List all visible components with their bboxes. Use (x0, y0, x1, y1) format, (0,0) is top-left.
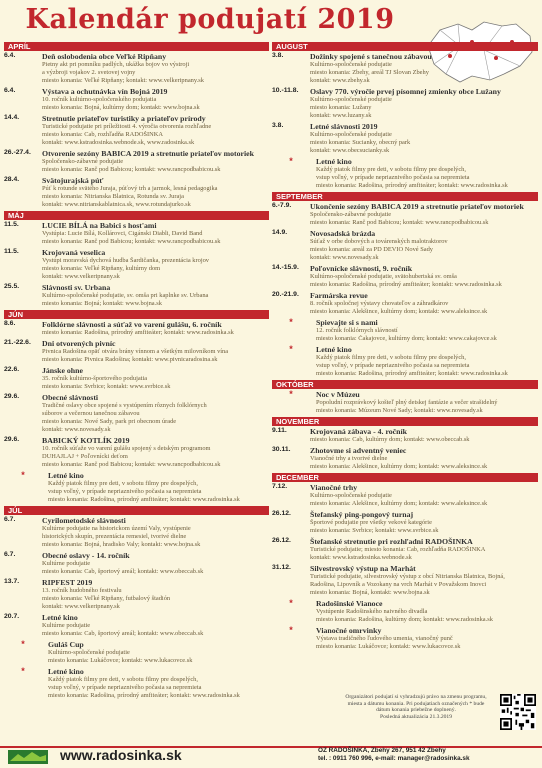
event-detail[interactable]: miesto konania: Ranč pod Babicou; kontakt: www.rancpodbabicou.sk (310, 219, 489, 226)
event-date: 11.5. (4, 248, 19, 255)
event-detail: miesto konania: Sucianky, obecný park (310, 139, 411, 146)
event-date: 6.4. (4, 52, 16, 59)
event-item (4, 283, 269, 308)
footnote-line: miesta a dátumu konania. Pri podujatiach označených * bude (347, 700, 485, 707)
event-detail: 35. ročník kultúrno-športového podujatia (42, 375, 148, 382)
event-item (4, 613, 269, 638)
event-detail: Kultúrno-spoločenské podujatie (48, 649, 130, 656)
event-detail[interactable]: kontakt: www.novesady.sk (42, 426, 111, 433)
event-detail: Turistické podujatie, silvestrovský výstup z obcí Nitrianska Blatnica, Bojná, (310, 573, 505, 580)
event-date: * (21, 639, 25, 649)
event-item (4, 667, 269, 700)
event-detail: miesto konania: Veľké Ripňany, kultúrny dom (42, 265, 161, 272)
event-detail[interactable]: miesto konania: Veľké Ripňany; kontakt: www.velkeripnany.sk (42, 77, 204, 84)
event-detail[interactable]: miesto konania: Radošina, prírodný amfiteáter; kontakt: www.radosinka.sk (48, 496, 240, 503)
month-header: OKTÓBER (272, 380, 538, 389)
event-name: Folklórne slávnosti a súťaž vo varení gulášu, 6. ročník (42, 320, 222, 329)
event-name: Letné kino (316, 345, 352, 354)
event-date: 26.12. (272, 510, 291, 517)
event-item (4, 320, 269, 337)
event-name: Deň oslobodenia obce Veľké Ripňany (42, 52, 167, 61)
event-date: 3.8. (272, 52, 284, 59)
left-column (4, 42, 269, 746)
event-name: Novosadská brázda (310, 229, 376, 238)
event-item (4, 551, 269, 576)
event-date: 3.8. (272, 122, 284, 129)
event-detail: 12. ročník folklórnych slávností (316, 327, 398, 334)
event-name: Letné kino (48, 471, 84, 480)
event-date: * (289, 344, 293, 354)
event-detail[interactable]: miesto konania: Ranč pod Babicou; kontakt: www.rancpodbabicou.sk (42, 166, 221, 173)
event-date: 21.-22.6. (4, 339, 31, 346)
event-date: * (21, 666, 25, 676)
event-date: * (21, 470, 25, 480)
event-name: Vianočné omrvinky (316, 626, 382, 635)
event-item (4, 471, 269, 504)
event-detail: Kultúrno-spoločenské podujatie, svätohubertská sv. omša (310, 273, 457, 280)
event-detail: Vianočné trhy a tvorivé dielne (310, 455, 388, 462)
event-detail[interactable]: miesto konania: Alekšince, kultúrny dom; kontakt: www.aleksince.sk (310, 500, 488, 507)
event-detail[interactable]: kontakt: www.obecsucianky.sk (310, 147, 390, 154)
event-item (272, 52, 538, 85)
event-detail: Každý piatok filmy pre deti, v sobotu filmy pre dospelých, (316, 354, 466, 361)
event-detail[interactable]: miesto konania: Alekšince, kultúrny dom; kontakt: www.aleksince.sk (310, 463, 488, 470)
footnote-line: Posledná aktualizácia 21.3.2019 (379, 713, 453, 720)
event-date: 20.-21.9. (272, 291, 299, 298)
event-detail: Každý piatok filmy pre deti, v sobotu filmy pre dospelých, (48, 480, 198, 487)
event-detail[interactable]: miesto konania: Alekšince, kultúrny dom; kontakt: www.aleksince.sk (310, 308, 488, 315)
event-name: Vianočné trhy (310, 483, 358, 492)
event-date: 6.7. (4, 516, 16, 523)
event-detail: Turistické podujatie; miesto konania: Cab, rozhľadňa RADOŠINKA (310, 546, 486, 553)
event-item (4, 436, 269, 469)
event-name: Spievajte si s nami (316, 318, 378, 327)
event-date: 10.-11.8. (272, 87, 299, 94)
page-title: Kalendár podujatí 2019 (25, 4, 395, 35)
event-name: Štefanské stretnutie pri rozhľadni RADOŠINKA (310, 537, 473, 546)
event-date: 26.12. (272, 537, 291, 544)
event-detail: Kultúrno-spoločenské podujatie (310, 492, 392, 499)
event-item (4, 640, 269, 665)
event-detail: 10. ročník súťaže vo varení gulášu spojený s detským programom (42, 445, 211, 452)
event-name: BABICKÝ KOTLÍK 2019 (42, 436, 130, 445)
event-name: Otvorenie sezóny BABICA 2019 a stretnutie priateľov motoriek (42, 149, 254, 158)
month-header: AUGUST (272, 42, 538, 51)
event-item (4, 149, 269, 174)
event-detail: Vystúpia: Lucie Bílá, Kollárovci, Cigánski Diabli, David Band (42, 230, 203, 237)
event-date: 29.6. (4, 393, 20, 400)
event-name: Letné slávnosti 2019 (310, 122, 378, 131)
event-date: 20.7. (4, 613, 20, 620)
event-detail[interactable]: miesto konania: Bojná; kontakt: www.bojna.sk (42, 300, 162, 307)
event-item (272, 345, 538, 378)
event-detail: a výzbroji vojakov 2. svetovej vojny (42, 69, 136, 76)
event-date: 14.9. (272, 229, 288, 236)
event-name: Výstava a ochutnávka vín Bojná 2019 (42, 87, 168, 96)
event-name: Jánske ohne (42, 366, 83, 375)
right-column (272, 42, 538, 746)
event-detail: Radošina, Lipovník a Vozokany na vrch Marhát v Považskom Inovci (310, 581, 487, 588)
event-item (272, 229, 538, 262)
event-item (272, 291, 538, 316)
event-item (272, 318, 538, 343)
event-detail[interactable]: miesto konania: Lukáčovce; kontakt: www.lukacovce.sk (48, 657, 193, 664)
event-detail[interactable]: kontakt: www.kstradosinka.webnode.sk (310, 554, 412, 561)
event-detail: Kultúrno-spoločenské podujatie, sv. omša pri kaplnke sv. Urbana (42, 292, 209, 299)
event-name: Oslavy 770. výročie prvej písomnej zmienky obce Lužany (310, 87, 501, 96)
footnote-line: dátum konania priebežne doplnený. (376, 707, 456, 714)
event-detail: miesto konania: Veľké Ripňany, futbalový štadión (42, 595, 171, 602)
event-detail[interactable]: miesto konania: Radošina, prírodný amfiteáter; kontakt: www.radosinka.sk (316, 370, 508, 377)
event-detail[interactable]: kontakt: www.kstradosinka.webnode.sk, www.radosinka.sk (42, 139, 195, 146)
event-date: 6.-7.9. (272, 202, 292, 209)
event-detail[interactable]: miesto konania: Svrbice; kontakt: www.svrbice.sk (310, 527, 439, 534)
event-date: * (289, 156, 293, 166)
event-detail[interactable]: miesto konania: Bojná, kultúrny dom; kontakt: www.bojna.sk (42, 104, 200, 111)
radosinka-logo-icon (8, 750, 48, 764)
event-detail: miesto konania: Nitrianska Blatnica, Rotunda sv. Juraja (42, 193, 184, 200)
event-item (272, 483, 538, 508)
event-name: Ukončenie sezóny BABICA 2019 a stretnutie priateľov motoriek (310, 202, 524, 211)
event-item (4, 578, 269, 611)
event-detail: Turistické podujatie pri príležitosti 4. výročia otvorenia rozhľadne (42, 123, 212, 130)
event-detail: miesto konania: Cab, rozhľadňa RADOŠINKA (42, 131, 163, 138)
event-name: LUCIE BÍLÁ na Babici s host'ami (42, 221, 157, 230)
event-name: Guláš Cup (48, 640, 84, 649)
month-header: NOVEMBER (272, 417, 538, 426)
footnote-line: Organizátori podujatí si vyhradzujú právo na zmenu programu, (345, 694, 487, 700)
event-date: * (289, 317, 293, 327)
event-detail: 8. ročník spoločnej výstavy chovateľov a záhradkárov (310, 300, 449, 307)
event-name: Štefanský ping-pongový turnaj (310, 510, 414, 519)
event-date: 14.-15.9. (272, 264, 299, 271)
event-date: 31.12. (272, 564, 291, 571)
event-name: RIPFEST 2019 (42, 578, 93, 587)
event-item (272, 626, 538, 651)
event-detail: Kultúrno-spoločenské podujatie (310, 131, 392, 138)
event-name: Slávnosti sv. Urbana (42, 283, 111, 292)
event-name: Farmárska revue (310, 291, 368, 300)
event-detail: Kultúrno-spoločenské podujatie (310, 61, 392, 68)
event-detail: 10. ročník kultúrno-spoločenského podujatia (42, 96, 157, 103)
event-item (4, 176, 269, 209)
event-detail[interactable]: miesto konania: Cab, kultúrny dom; kontakt: www.obeccab.sk (310, 436, 470, 443)
event-detail[interactable]: miesto konania: Radošina, prírodný amfiteáter; kontakt: www.radosinka.sk (316, 182, 508, 189)
event-item (272, 122, 538, 155)
event-item (272, 537, 538, 562)
event-name: Noc v Múzeu (316, 390, 360, 399)
event-detail: miesto konania: Zbehy, areál TJ Slovan Zbehy (310, 69, 429, 76)
event-date: 29.6. (4, 436, 20, 443)
event-item (4, 248, 269, 281)
event-detail: Súťaž v orbe dobových a továrenských malotraktorov (310, 238, 448, 245)
event-detail[interactable]: miesto konania: Pivnica Radošina; kontakt: www.pivnicaradosina.sk (42, 356, 218, 363)
event-item (4, 366, 269, 391)
event-item (4, 339, 269, 364)
event-name: Dni otvorených pivníc (42, 339, 116, 348)
event-item (272, 510, 538, 535)
event-detail: Pietny akt pri pomníku padlých, ukážka bojov vo výstroji (42, 61, 190, 68)
event-name: Krojovaná veselica (42, 248, 106, 257)
event-detail: Športové podujatie pre všetky vekové kategórie (310, 519, 432, 526)
event-detail: Tradičné oslavy obce spojené s vystúpením rôznych folklórnych (42, 402, 207, 409)
event-item (272, 264, 538, 289)
event-detail[interactable]: miesto konania: Radošina, prírodný amfiteáter; kontakt: www.radosinka.sk (48, 692, 240, 699)
event-name: Svätojurajská púť (42, 176, 104, 185)
event-name: Zhotovme si adventný veniec (310, 446, 407, 455)
event-item (4, 52, 269, 85)
event-detail: historických skupín, prezentácia remesiel, tvorivé dielne (42, 533, 187, 540)
event-name: Silvestrovský výstup na Marhát (310, 564, 416, 573)
event-item (272, 390, 538, 415)
event-name: Dožinky spojené s tanečnou zábavou (310, 52, 432, 61)
event-detail: Výstava tradičného ľudového umenia, vianočný punč (316, 635, 453, 642)
event-detail: Každý piatok filmy pre deti, v sobotu filmy pre dospelých, (48, 676, 198, 683)
event-detail[interactable]: kontakt: www.novesady.sk (310, 254, 379, 261)
organizer-address: OZ RADOŠINKA, Zbehy 267, 951 42 Zbehy (318, 747, 446, 754)
event-date: 28.4. (4, 176, 20, 183)
event-name: Stretnutie priateľov turistiky a priateľov prírody (42, 114, 206, 123)
event-detail[interactable]: kontakt: www.velkeripnany.sk (42, 273, 120, 280)
event-item (272, 446, 538, 471)
event-detail[interactable]: miesto konania: Bojná, kontakt: www.bojna.sk (310, 589, 430, 596)
event-item (272, 87, 538, 120)
event-detail: Spoločensko-zábavné podujatie (310, 211, 392, 218)
event-detail: Každý piatok filmy pre deti, v sobotu filmy pre dospelých, (316, 166, 466, 173)
event-date: 22.6. (4, 366, 20, 373)
event-detail[interactable]: miesto konania: Cab, športový areál; kontakt: www.obeccab.sk (42, 630, 204, 637)
event-detail: Spoločensko-zábavné podujatie (42, 158, 124, 165)
event-name: Letné kino (48, 667, 84, 676)
event-detail: Pivnica Radošina opäť otvára brány vínnom a všetkým milovníkom vína (42, 348, 229, 355)
month-header: DECEMBER (272, 473, 538, 482)
event-detail[interactable]: miesto konania: Ranč pod Babicou; kontakt: www.rancpodbabicou.sk (42, 238, 221, 245)
qr-code-icon[interactable] (500, 694, 536, 730)
event-item (272, 427, 538, 444)
event-item (272, 202, 538, 227)
event-detail: miesto konania: areál za PD DEVIO Nové Sady (310, 246, 433, 253)
month-header: JÚN (4, 310, 269, 319)
event-item (4, 221, 269, 246)
event-detail[interactable]: kontakt: www.luzany.sk (310, 112, 372, 119)
event-name: Krojovaná zábava - 4. ročník (310, 427, 407, 436)
event-detail: vstup voľný, v prípade nepriaznivého počasia sa nepremieta (316, 174, 470, 181)
event-detail[interactable]: miesto konania: Čakajovce, kultúrny dom; kontakt: www.cakajovce.sk (316, 335, 497, 342)
event-detail: Kultúrne podujatie na historickom území Valy, vystúpenie (42, 525, 191, 532)
month-header: APRÍL (4, 42, 269, 51)
event-name: Poľovnícke slávnosti, 9. ročník (310, 264, 413, 273)
website-link[interactable]: www.radosinka.sk (60, 747, 182, 763)
event-detail: Kultúrne podujatie (42, 560, 91, 567)
event-name: Cyrilometodské slávnosti (42, 516, 126, 525)
event-date: 11.5. (4, 221, 19, 228)
event-date: 25.5. (4, 283, 20, 290)
month-header: SEPTEMBER (272, 192, 538, 201)
event-name: Obecné slávnosti (42, 393, 99, 402)
event-detail: miesto konania: Nové Sady, park pri obecnom úrade (42, 418, 177, 425)
event-detail[interactable]: miesto konania: Radošina, prírodný amfiteáter; kontakt: www.radosinka.sk (310, 281, 502, 288)
event-detail[interactable]: miesto konania: Radošina, kultúrny dom; kontakt: www.radosinka.sk (316, 616, 493, 623)
event-detail: DUHAJLAJ + Poľovnícki deťom (42, 453, 128, 460)
event-detail[interactable]: miesto konania: Bojná, hradisko Valy; kontakt: www.bojna.sk (42, 541, 201, 548)
event-name: Letné kino (42, 613, 78, 622)
event-item (4, 516, 269, 549)
event-detail[interactable]: kontakt: www.nitrianskablatnica.sk, www.rotundajurko.sk (42, 201, 191, 208)
event-item (272, 599, 538, 624)
event-date: 6.7. (4, 551, 16, 558)
month-header: MÁJ (4, 211, 269, 220)
organizer-contact: tel. : 0911 760 996, e-mail: manager@radosinka.sk (318, 755, 470, 762)
event-detail: Kultúrno-spoločenské podujatie (310, 96, 392, 103)
event-detail: Kultúrne podujatie (42, 622, 91, 629)
event-date: 14.4. (4, 114, 20, 121)
event-item (272, 564, 538, 597)
event-name: Letné kino (316, 157, 352, 166)
event-detail[interactable]: miesto konania: Ranč pod Babicou; kontakt: www.rancpodbabicou.sk (42, 461, 221, 468)
event-detail: Popoludní rozprávkový košteľ plný detskej fantázie a večer strašidelný (316, 399, 498, 406)
event-detail[interactable]: miesto konania: Radošina, prírodný amfiteáter; kontakt: www.radosinka.sk (42, 329, 234, 336)
event-date: * (289, 598, 293, 608)
event-item (4, 114, 269, 147)
event-detail: 13. ročník hudobného festivalu (42, 587, 122, 594)
event-date: 26.-27.4. (4, 149, 31, 156)
event-detail: vstup voľný, v prípade nepriaznivého počasia sa nepremieta (48, 488, 202, 495)
event-date: 6.4. (4, 87, 16, 94)
event-detail[interactable]: miesto konania: Lukáčovce; kontakt: www.lukacovce.sk (316, 643, 461, 650)
event-detail[interactable]: kontakt: www.velkeripnany.sk (42, 603, 120, 610)
month-header: JÚL (4, 506, 269, 515)
event-detail[interactable]: miesto konania: Cab, športový areál; kontakt: www.obeccab.sk (42, 568, 204, 575)
event-detail: miesto konania: Lužany (310, 104, 372, 111)
event-detail: Vystúpi moravská dychová hudba Šardičanka, prezentácia krojov (42, 257, 209, 264)
event-date: 9.11. (272, 427, 287, 434)
event-detail: Vystúpenie Radošinského naivného divadla (316, 608, 428, 615)
event-date: 8.6. (4, 320, 16, 327)
event-detail[interactable]: miesto konania: Múzeum Nové Sady; kontakt: www.novesady.sk (316, 407, 483, 414)
event-item (272, 157, 538, 190)
event-date: 30.11. (272, 446, 291, 453)
event-date: * (289, 389, 293, 399)
event-date: * (289, 625, 293, 635)
event-name: Obecné oslavy - 14. ročník (42, 551, 130, 560)
event-item (4, 87, 269, 112)
event-detail: súborov a večernou tanečnou zábavou (42, 410, 140, 417)
event-detail: Púť k rotunde svätého Juraja, púťový trh a jarmok, lesná pedagogika (42, 185, 218, 192)
event-detail[interactable]: kontakt: www.zbehy.sk (310, 77, 370, 84)
event-date: 13.7. (4, 578, 20, 585)
event-detail: vstup voľný, v prípade nepriaznivého počasia sa nepremieta (48, 684, 202, 691)
event-date: 7.12. (272, 483, 288, 490)
event-item (4, 393, 269, 434)
event-detail[interactable]: miesto konania: Svrbice; kontakt: www.svrbice.sk (42, 383, 171, 390)
event-detail: vstup voľný, v prípade nepriaznivého počasia sa nepremieta (316, 362, 470, 369)
event-name: Radošinské Vianoce (316, 599, 383, 608)
